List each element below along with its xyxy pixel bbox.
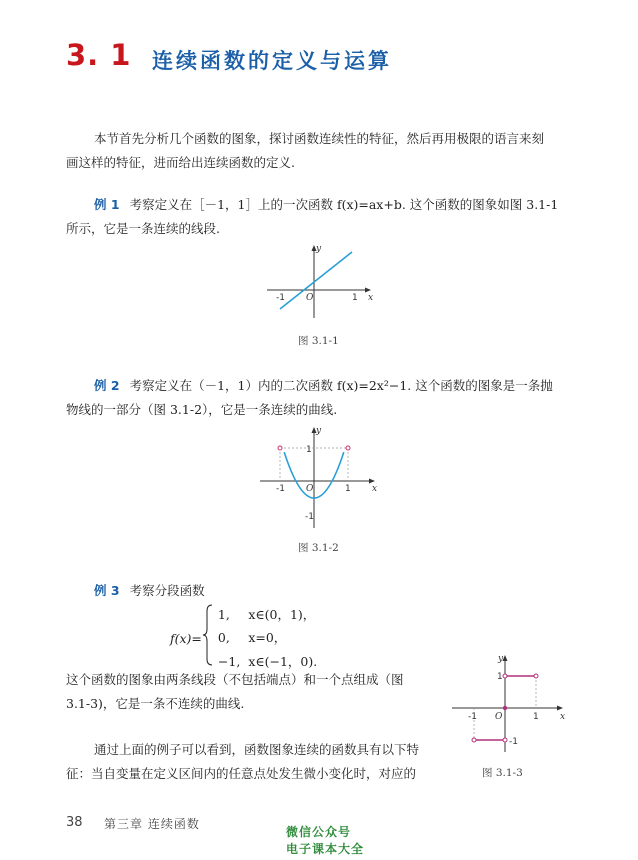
intro-line-1: 本节首先分析几个函数的图象，探讨函数连续性的特征，然后再用极限的语言来刻: [94, 131, 545, 146]
section-title: 连续函数的定义与运算: [152, 49, 392, 73]
case-3-condition: x∈(−1，0).: [248, 654, 318, 670]
chapter-label: 第三章 连续函数: [104, 817, 200, 831]
case-1-value: 1,: [217, 606, 230, 622]
figure-3-1-1-plot: [262, 242, 382, 322]
section-number: 3. 1: [66, 38, 132, 72]
case-2-value: 0,: [217, 630, 230, 646]
brace: [202, 603, 214, 674]
example-1-cont: [66, 217, 586, 241]
example-3-description: [66, 668, 446, 716]
example-2-cont: [66, 398, 586, 422]
open-endpoint-right: [346, 446, 350, 450]
figure-3-1-1-caption: 图 3.1-1: [298, 335, 339, 347]
figure-3-1-3-caption: 图 3.1-3: [482, 767, 523, 779]
open-point-0-neg1: [503, 738, 507, 742]
solid-point-origin: [503, 706, 507, 710]
piecewise-lhs: [166, 603, 202, 674]
y-axis-arrow: [503, 655, 508, 661]
intro-paragraph: [94, 127, 584, 151]
x-axis-label: x: [560, 712, 566, 722]
figure-3-1-2-plot: [256, 424, 386, 532]
figure-3-1-3: [448, 652, 574, 756]
x-axis-arrow: [557, 706, 563, 711]
y-axis-label: y: [316, 426, 322, 436]
x-tick-neg-one: -1: [276, 293, 285, 303]
x-tick-one: 1: [533, 712, 539, 722]
page-number: 38: [66, 815, 83, 830]
x-tick-one: 1: [345, 484, 351, 494]
y-axis-label: y: [498, 654, 504, 664]
x-tick-one: 1: [352, 293, 358, 303]
conclusion: [94, 738, 454, 762]
linear-function-segment: [280, 252, 352, 309]
example-2: [94, 374, 594, 398]
function-name: f(x)=: [170, 630, 202, 646]
figure-3-1-3-plot: [448, 652, 574, 756]
origin-label: O: [306, 293, 314, 303]
x-axis-label: x: [372, 484, 378, 494]
x-tick-neg-one: -1: [276, 484, 285, 494]
case-2-condition: x=0，: [248, 630, 287, 646]
example-3-line-1: 这个函数的图象由两条线段（不包括端点）和一个点组成（图: [66, 672, 404, 687]
y-axis-label: y: [316, 244, 322, 254]
x-axis-arrow: [365, 288, 371, 293]
y-tick-neg-one: -1: [509, 737, 518, 747]
intro-paragraph-cont: [66, 151, 586, 175]
left-brace-icon: [202, 603, 214, 667]
figure-3-1-2: [256, 424, 386, 532]
x-axis-label: x: [368, 293, 374, 303]
example-3: [94, 579, 494, 603]
watermark-line-1: 微信公众号: [286, 825, 352, 839]
watermark-line-2: 电子课本大全: [286, 842, 365, 856]
example-3-label: 例 3: [94, 583, 120, 598]
x-tick-neg-one: -1: [468, 712, 477, 722]
example-1-label: 例 1: [94, 197, 120, 212]
example-3-intro: 考察分段函数: [129, 583, 205, 598]
open-endpoint-left: [278, 446, 282, 450]
example-1-line-1: 考察定义在［－1，1］上的一次函数 f(x)=ax+b. 这个函数的图象如图 3.1-1: [129, 197, 559, 212]
y-tick-one: 1: [306, 445, 312, 455]
example-2-line-1: 考察定义在（－1，1）内的二次函数 f(x)=2x²−1. 这个函数的图象是一条抛: [129, 378, 553, 393]
figure-3-1-2-caption: 图 3.1-2: [298, 542, 339, 554]
origin-label: O: [306, 484, 314, 494]
open-point-neg1-neg1: [472, 738, 476, 742]
example-1: [94, 193, 594, 217]
example-3-line-2: 3.1-3)，它是一条不连续的曲线.: [66, 696, 245, 711]
y-tick-one: 1: [497, 672, 503, 682]
figure-3-1-1: [262, 242, 382, 322]
open-point-1-1: [534, 674, 538, 678]
conclusion-line-2: 征：当自变量在定义区间内的任意点处发生微小变化时，对应的: [66, 766, 417, 781]
open-point-0-1: [503, 674, 507, 678]
x-axis-arrow: [369, 479, 375, 484]
origin-label: O: [495, 712, 503, 722]
piecewise-formula: [166, 603, 321, 674]
piecewise-table: [166, 603, 321, 674]
example-2-line-2: 物线的一部分（图 3.1-2），它是一条连续的曲线.: [66, 402, 338, 417]
example-1-line-2: 所示，它是一条连续的线段.: [66, 221, 220, 236]
y-tick-neg-one: -1: [305, 512, 314, 522]
conclusion-cont: [66, 762, 456, 786]
conclusion-line-1: 通过上面的例子可以看到，函数图象连续的函数具有以下特: [94, 742, 420, 757]
example-2-label: 例 2: [94, 378, 120, 393]
case-3-value: −1,: [217, 654, 241, 670]
intro-line-2: 画这样的特征，进而给出连续函数的定义.: [66, 155, 295, 170]
case-1-condition: x∈(0，1)，: [248, 606, 316, 622]
